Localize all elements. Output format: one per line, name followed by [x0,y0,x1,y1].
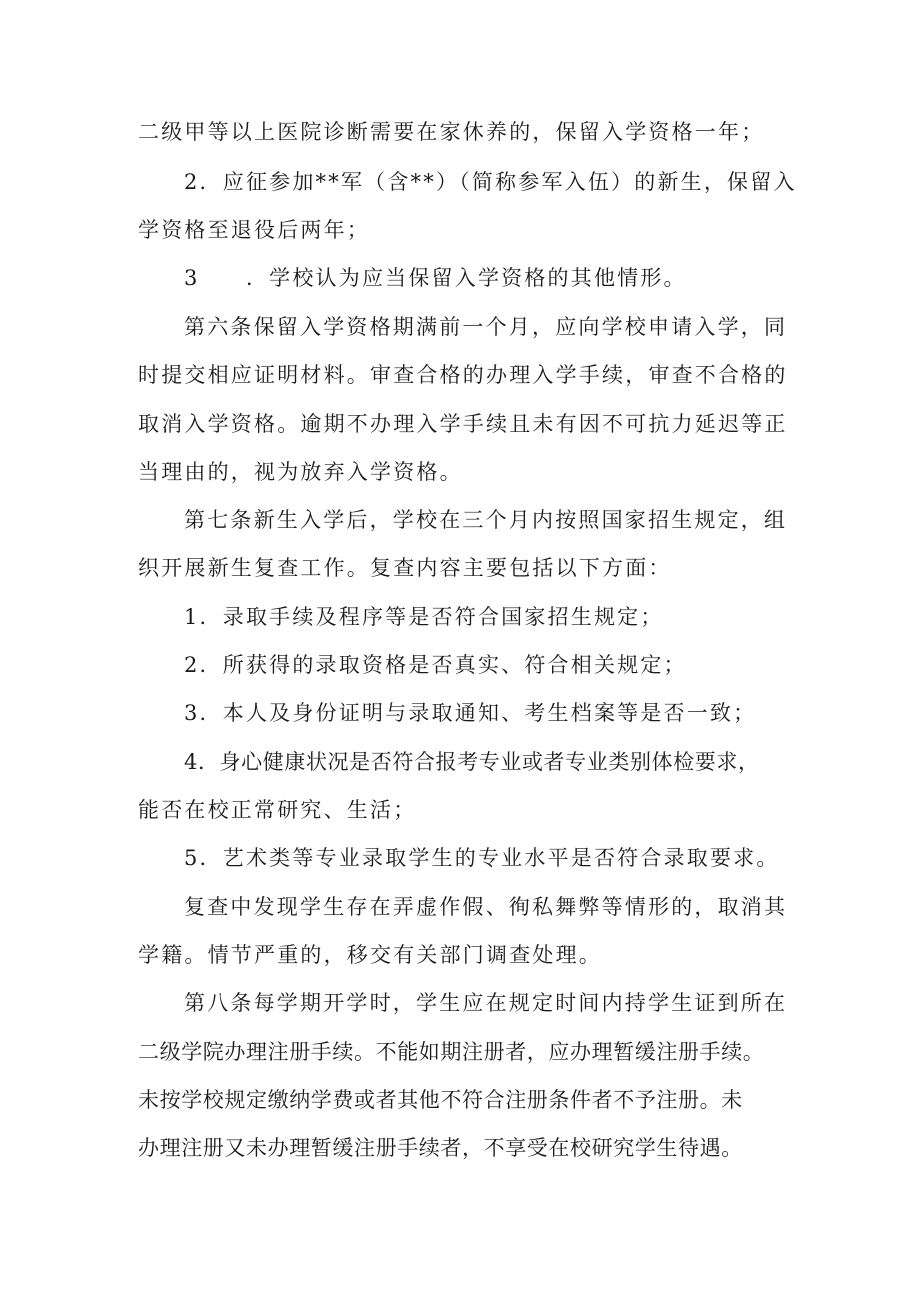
paragraph-line: 办理注册又未办理暂缓注册手续者，不享受在校研究学生待遇。 [138,1136,743,1160]
list-item-line: 2．所获得的录取资格是否真实、符合相关规定； [184,653,687,677]
list-item-line: 3．本人及身份证明与录取通知、考生档案等是否一致； [184,701,757,725]
paragraph-line: 二级学院办理注册手续。不能如期注册者，应办理暂缓注册手续。 [138,1040,765,1064]
article-heading-line: 第六条保留入学资格期满前一个月，应向学校申请入学，同 [184,315,788,339]
paragraph-line: 学资格至退役后两年； [138,218,370,242]
paragraph-line: 织开展新生复查工作。复查内容主要包括以下方面： [138,556,672,580]
list-item-line: 3 ．学校认为应当保留入学资格的其他情形。 [184,266,687,290]
list-item-line: 1．录取手续及程序等是否符合国家招生规定； [184,605,664,629]
paragraph-line: 复查中发现学生存在弄虚作假、徇私舞弊等情形的，取消其 [184,895,788,919]
paragraph-line: 取消入学资格。逾期不办理入学手续且未有因不可抗力延迟等正 [138,412,788,436]
paragraph-line: 学籍。情节严重的，移交有关部门调查处理。 [138,943,602,967]
list-item-line: 4．身心健康状况是否符合报考专业或者专业类别体检要求， [184,750,760,774]
article-heading-line: 第七条新生入学后，学校在三个月内按照国家招生规定，组 [184,508,788,532]
paragraph-line: 当理由的，视为放弃入学资格。 [138,460,463,484]
paragraph-line: 二级甲等以上医院诊断需要在家休养的，保留入学资格一年； [138,120,765,144]
list-item-line: 5．艺术类等专业录取学生的专业水平是否符合录取要求。 [184,846,780,870]
paragraph-line: 未按学校规定缴纳学费或者其他不符合注册条件者不予注册。未 [138,1088,743,1112]
article-heading-line: 第八条每学期开学时，学生应在规定时间内持学生证到所在 [184,991,788,1015]
paragraph-line: 能否在校正常研究、生活； [138,798,417,822]
paragraph-line: 时提交相应证明材料。审查合格的办理入学手续，审查不合格的 [138,363,788,387]
list-item-line: 2．应征参加**军（含**）（简称参军入伍）的新生，保留入 [184,170,797,194]
